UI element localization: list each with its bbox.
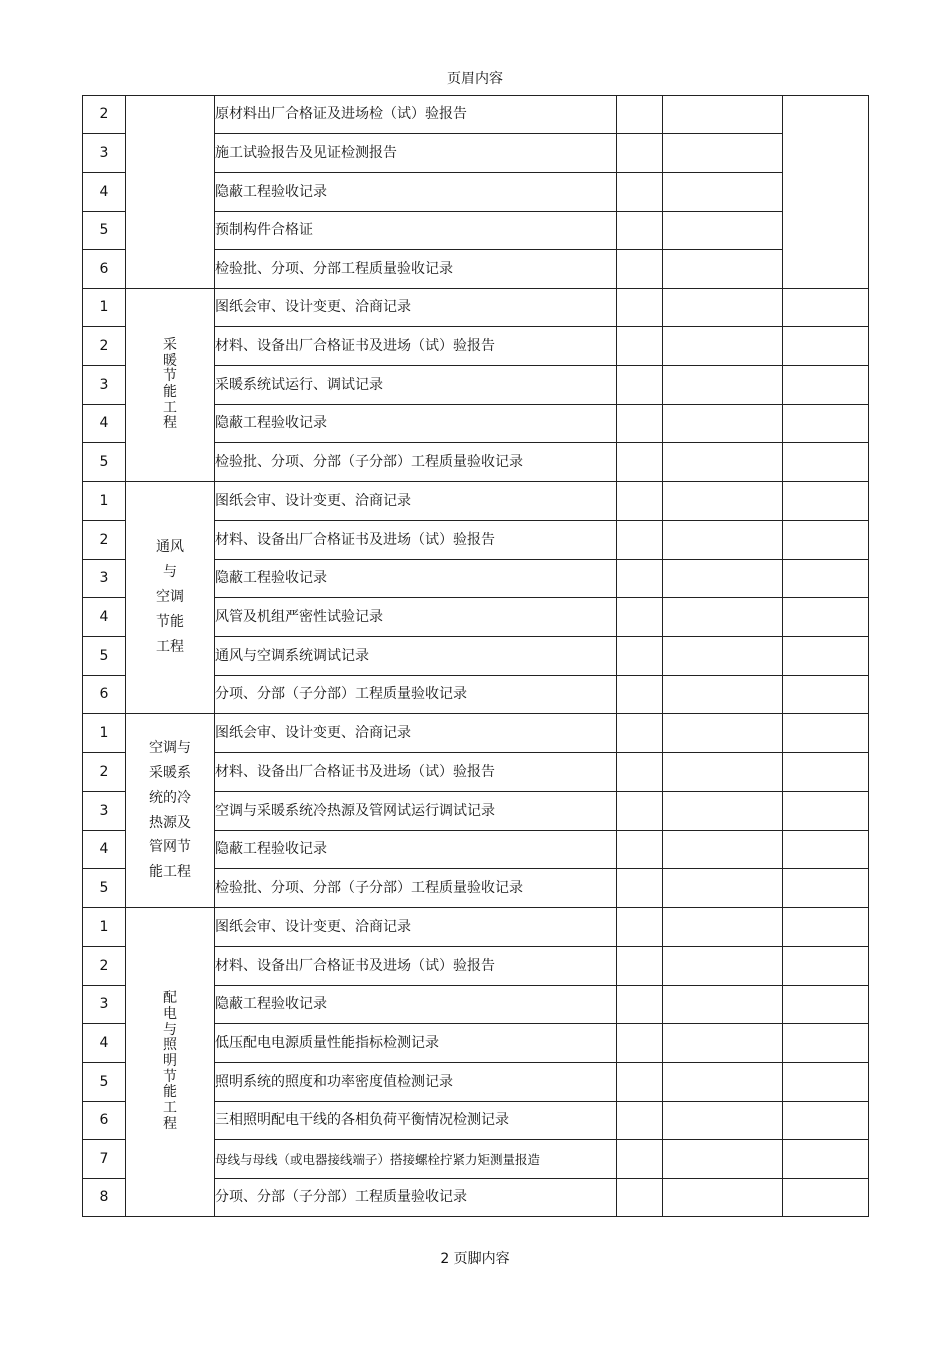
table-row bbox=[83, 908, 869, 947]
blank-cell bbox=[783, 986, 869, 1024]
blank-cell bbox=[783, 831, 869, 869]
row-number: 3 bbox=[83, 366, 126, 405]
blank-cell bbox=[783, 96, 869, 289]
blank-cell bbox=[663, 289, 783, 327]
record-item: 三相照明配电干线的各相负荷平衡情况检测记录 bbox=[215, 1102, 617, 1140]
record-item: 风管及机组严密性试验记录 bbox=[215, 598, 617, 637]
record-item: 图纸会审、设计变更、洽商记录 bbox=[215, 714, 617, 753]
blank-cell bbox=[663, 443, 783, 482]
row-number: 2 bbox=[83, 521, 126, 560]
row-number: 2 bbox=[83, 947, 126, 986]
blank-cell bbox=[617, 1063, 663, 1102]
record-item: 材料、设备出厂合格证书及进场（试）验报告 bbox=[215, 327, 617, 366]
blank-cell bbox=[783, 714, 869, 753]
blank-cell bbox=[783, 405, 869, 443]
group-name-cell bbox=[126, 289, 215, 482]
blank-cell bbox=[663, 1063, 783, 1102]
blank-cell bbox=[617, 869, 663, 908]
blank-cell bbox=[663, 250, 783, 289]
blank-cell bbox=[617, 792, 663, 831]
blank-cell bbox=[783, 560, 869, 598]
blank-cell bbox=[663, 1140, 783, 1179]
group-name: 空调与采暖系统的冷热源及管网节能工程 bbox=[148, 739, 191, 881]
page-footer: 2 页脚内容 bbox=[440, 1251, 510, 1267]
row-number: 1 bbox=[83, 482, 126, 521]
record-item: 检验批、分项、分部工程质量验收记录 bbox=[215, 250, 617, 289]
record-item: 材料、设备出厂合格证书及进场（试）验报告 bbox=[215, 521, 617, 560]
blank-cell bbox=[617, 714, 663, 753]
record-item: 检验批、分项、分部（子分部）工程质量验收记录 bbox=[215, 443, 617, 482]
row-number: 2 bbox=[83, 327, 126, 366]
blank-cell bbox=[617, 443, 663, 482]
blank-cell bbox=[783, 482, 869, 521]
row-number: 4 bbox=[83, 598, 126, 637]
blank-cell bbox=[663, 173, 783, 212]
blank-cell bbox=[617, 1179, 663, 1217]
blank-cell bbox=[783, 1024, 869, 1063]
blank-cell bbox=[617, 173, 663, 212]
row-number: 4 bbox=[83, 1024, 126, 1063]
table-row bbox=[83, 714, 869, 753]
blank-cell bbox=[783, 676, 869, 714]
blank-cell bbox=[783, 947, 869, 986]
record-item: 隐蔽工程验收记录 bbox=[215, 831, 617, 869]
blank-cell bbox=[663, 714, 783, 753]
blank-cell bbox=[617, 598, 663, 637]
blank-cell bbox=[617, 1102, 663, 1140]
record-item: 隐蔽工程验收记录 bbox=[215, 560, 617, 598]
blank-cell bbox=[663, 637, 783, 676]
blank-cell bbox=[617, 1140, 663, 1179]
blank-cell bbox=[783, 753, 869, 792]
group-name: 通风 与 空调 节能 工程 bbox=[156, 538, 184, 656]
record-item: 隐蔽工程验收记录 bbox=[215, 405, 617, 443]
blank-cell bbox=[783, 521, 869, 560]
table-row bbox=[83, 289, 869, 327]
row-number: 3 bbox=[83, 134, 126, 173]
blank-cell bbox=[617, 405, 663, 443]
record-item: 通风与空调系统调试记录 bbox=[215, 637, 617, 676]
group-name-cell bbox=[126, 908, 215, 1217]
blank-cell bbox=[663, 560, 783, 598]
row-number: 1 bbox=[83, 714, 126, 753]
blank-cell bbox=[617, 753, 663, 792]
blank-cell bbox=[783, 908, 869, 947]
blank-cell bbox=[617, 947, 663, 986]
blank-cell bbox=[663, 366, 783, 405]
row-number: 1 bbox=[83, 908, 126, 947]
blank-cell bbox=[617, 637, 663, 676]
row-number: 4 bbox=[83, 405, 126, 443]
row-number: 5 bbox=[83, 869, 126, 908]
row-number: 3 bbox=[83, 560, 126, 598]
row-number: 8 bbox=[83, 1179, 126, 1217]
row-number: 6 bbox=[83, 676, 126, 714]
blank-cell bbox=[617, 986, 663, 1024]
row-number: 5 bbox=[83, 212, 126, 250]
group-name: 配电与照明节能工程 bbox=[163, 990, 177, 1132]
row-number: 2 bbox=[83, 753, 126, 792]
blank-cell bbox=[783, 443, 869, 482]
record-item: 图纸会审、设计变更、洽商记录 bbox=[215, 289, 617, 327]
blank-cell bbox=[663, 405, 783, 443]
row-number: 4 bbox=[83, 831, 126, 869]
blank-cell bbox=[617, 831, 663, 869]
blank-cell bbox=[663, 792, 783, 831]
record-item: 分项、分部（子分部）工程质量验收记录 bbox=[215, 676, 617, 714]
blank-cell bbox=[663, 134, 783, 173]
blank-cell bbox=[617, 327, 663, 366]
blank-cell bbox=[663, 482, 783, 521]
row-number: 4 bbox=[83, 173, 126, 212]
blank-cell bbox=[783, 366, 869, 405]
record-item: 采暖系统试运行、调试记录 bbox=[215, 366, 617, 405]
record-item: 隐蔽工程验收记录 bbox=[215, 173, 617, 212]
group-name-cell bbox=[126, 96, 215, 289]
record-item: 图纸会审、设计变更、洽商记录 bbox=[215, 482, 617, 521]
record-item: 检验批、分项、分部（子分部）工程质量验收记录 bbox=[215, 869, 617, 908]
group-name: 采暖节能工程 bbox=[163, 336, 177, 432]
blank-cell bbox=[663, 1024, 783, 1063]
blank-cell bbox=[663, 869, 783, 908]
blank-cell bbox=[783, 1063, 869, 1102]
record-item: 分项、分部（子分部）工程质量验收记录 bbox=[215, 1179, 617, 1217]
blank-cell bbox=[663, 327, 783, 366]
blank-cell bbox=[617, 134, 663, 173]
record-item: 低压配电电源质量性能指标检测记录 bbox=[215, 1024, 617, 1063]
record-item: 照明系统的照度和功率密度值检测记录 bbox=[215, 1063, 617, 1102]
row-number: 2 bbox=[83, 96, 126, 134]
record-item: 材料、设备出厂合格证书及进场（试）验报告 bbox=[215, 753, 617, 792]
blank-cell bbox=[663, 753, 783, 792]
row-number: 5 bbox=[83, 637, 126, 676]
blank-cell bbox=[783, 1179, 869, 1217]
row-number: 7 bbox=[83, 1140, 126, 1179]
group-name-cell bbox=[126, 714, 215, 908]
row-number: 5 bbox=[83, 443, 126, 482]
blank-cell bbox=[783, 598, 869, 637]
blank-cell bbox=[663, 1102, 783, 1140]
record-item: 隐蔽工程验收记录 bbox=[215, 986, 617, 1024]
blank-cell bbox=[663, 831, 783, 869]
blank-cell bbox=[783, 289, 869, 327]
blank-cell bbox=[663, 908, 783, 947]
blank-cell bbox=[783, 327, 869, 366]
blank-cell bbox=[617, 212, 663, 250]
group-name-cell bbox=[126, 482, 215, 714]
blank-cell bbox=[783, 637, 869, 676]
blank-cell bbox=[663, 986, 783, 1024]
blank-cell bbox=[663, 598, 783, 637]
blank-cell bbox=[663, 947, 783, 986]
blank-cell bbox=[617, 560, 663, 598]
record-item: 图纸会审、设计变更、洽商记录 bbox=[215, 908, 617, 947]
record-item: 空调与采暖系统冷热源及管网试运行调试记录 bbox=[215, 792, 617, 831]
blank-cell bbox=[617, 1024, 663, 1063]
blank-cell bbox=[663, 521, 783, 560]
table-row bbox=[83, 96, 869, 134]
blank-cell bbox=[617, 96, 663, 134]
blank-cell bbox=[617, 521, 663, 560]
blank-cell bbox=[783, 1140, 869, 1179]
record-item: 预制构件合格证 bbox=[215, 212, 617, 250]
record-item: 原材料出厂合格证及进场检（试）验报告 bbox=[215, 96, 617, 134]
blank-cell bbox=[663, 1179, 783, 1217]
blank-cell bbox=[783, 792, 869, 831]
blank-cell bbox=[783, 1102, 869, 1140]
row-number: 3 bbox=[83, 986, 126, 1024]
blank-cell bbox=[663, 212, 783, 250]
blank-cell bbox=[617, 250, 663, 289]
record-item: 施工试验报告及见证检测报告 bbox=[215, 134, 617, 173]
document-table bbox=[82, 95, 869, 1217]
row-number: 1 bbox=[83, 289, 126, 327]
row-number: 3 bbox=[83, 792, 126, 831]
table-row bbox=[83, 482, 869, 521]
blank-cell bbox=[783, 869, 869, 908]
page-header: 页眉内容 bbox=[447, 71, 503, 87]
record-item: 材料、设备出厂合格证书及进场（试）验报告 bbox=[215, 947, 617, 986]
blank-cell bbox=[663, 676, 783, 714]
record-item: 母线与母线（或电器接线端子）搭接螺栓拧紧力矩测量报造 bbox=[215, 1140, 617, 1179]
blank-cell bbox=[617, 289, 663, 327]
row-number: 6 bbox=[83, 250, 126, 289]
row-number: 5 bbox=[83, 1063, 126, 1102]
row-number: 6 bbox=[83, 1102, 126, 1140]
blank-cell bbox=[617, 676, 663, 714]
blank-cell bbox=[617, 908, 663, 947]
blank-cell bbox=[617, 482, 663, 521]
blank-cell bbox=[617, 366, 663, 405]
blank-cell bbox=[663, 96, 783, 134]
